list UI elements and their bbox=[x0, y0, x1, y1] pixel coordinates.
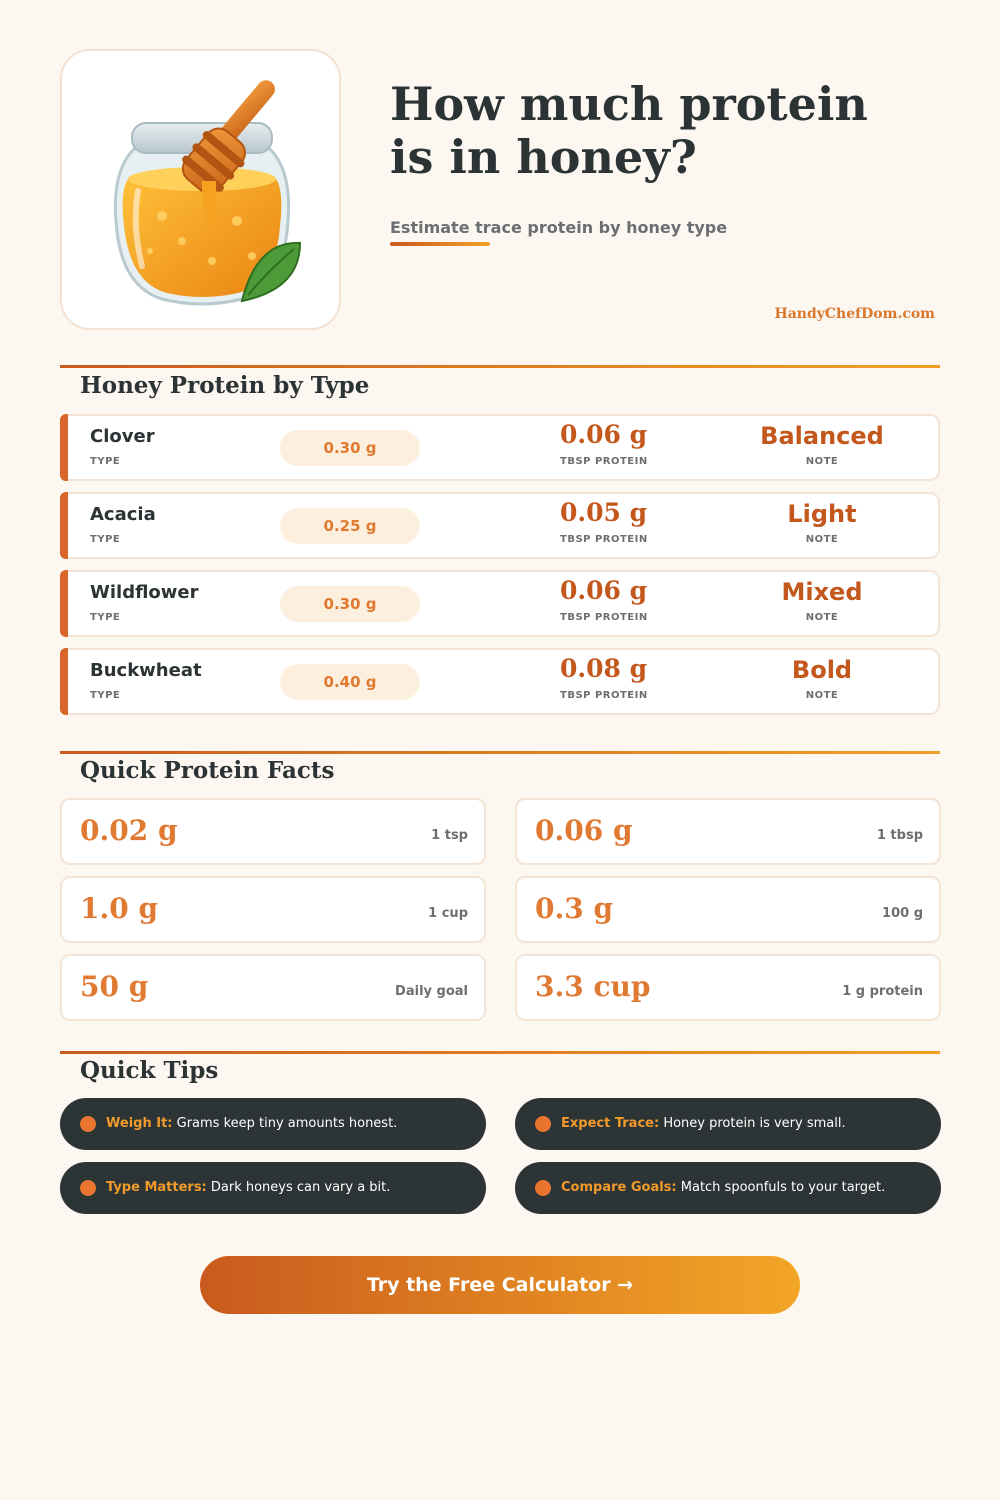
tip-body: Dark honeys can vary a bit. bbox=[206, 1180, 391, 1195]
tbsp-protein-label: TBSP PROTEIN bbox=[560, 690, 648, 701]
tip-text bbox=[106, 1180, 390, 1195]
section-divider bbox=[60, 1051, 940, 1054]
subtitle-underline bbox=[390, 242, 490, 246]
tbsp-protein-value: 0.05 g bbox=[560, 498, 648, 527]
tip-pill bbox=[60, 1162, 486, 1214]
type-name: Acacia bbox=[90, 504, 156, 525]
page-title bbox=[390, 78, 950, 184]
per-100g-pill: 0.25 g bbox=[280, 508, 420, 544]
fact-value: 0.02 g bbox=[80, 814, 178, 847]
note-label: NOTE bbox=[805, 534, 839, 545]
type-label: TYPE bbox=[90, 534, 121, 545]
tip-key: Type Matters: bbox=[106, 1180, 207, 1195]
tip-pill bbox=[515, 1098, 941, 1150]
type-label: TYPE bbox=[90, 690, 121, 701]
tip-pill bbox=[60, 1098, 486, 1150]
honey-illustration-card bbox=[60, 49, 341, 330]
section-divider bbox=[60, 365, 940, 368]
row-accent bbox=[60, 648, 68, 715]
type-name: Clover bbox=[90, 426, 155, 447]
fact-value: 50 g bbox=[80, 970, 149, 1003]
fact-label: 1 g protein bbox=[842, 984, 923, 999]
try-calculator-button[interactable]: Try the Free Calculator → bbox=[200, 1256, 800, 1314]
tbsp-protein-label: TBSP PROTEIN bbox=[560, 612, 648, 623]
section-divider bbox=[60, 751, 940, 754]
bullet-dot-icon bbox=[535, 1116, 551, 1132]
honey-jar-with-dipper-icon bbox=[62, 51, 343, 332]
fact-card bbox=[515, 798, 941, 865]
tbsp-protein-value: 0.08 g bbox=[560, 654, 648, 683]
tbsp-protein-label: TBSP PROTEIN bbox=[560, 456, 648, 467]
fact-label: 1 tbsp bbox=[876, 828, 923, 843]
tip-body: Grams keep tiny amounts honest. bbox=[172, 1116, 398, 1131]
type-row-acacia bbox=[60, 492, 940, 559]
fact-card bbox=[60, 954, 486, 1021]
tip-text bbox=[561, 1116, 846, 1131]
fact-value: 0.3 g bbox=[535, 892, 614, 925]
tip-text bbox=[561, 1180, 885, 1195]
title-line-1: How much protein bbox=[390, 77, 868, 131]
fact-card bbox=[515, 876, 941, 943]
tip-text bbox=[106, 1116, 397, 1131]
type-row-wildflower bbox=[60, 570, 940, 637]
note-value: Mixed bbox=[781, 578, 863, 606]
fact-label: 100 g bbox=[882, 906, 923, 921]
per-100g-pill: 0.30 g bbox=[280, 430, 420, 466]
note-value: Bold bbox=[791, 656, 853, 684]
fact-card bbox=[60, 876, 486, 943]
fact-card bbox=[60, 798, 486, 865]
note-value: Light bbox=[787, 500, 857, 528]
tip-key: Expect Trace: bbox=[561, 1116, 660, 1131]
tip-pill bbox=[515, 1162, 941, 1214]
type-row-buckwheat bbox=[60, 648, 940, 715]
bullet-dot-icon bbox=[535, 1180, 551, 1196]
bullet-dot-icon bbox=[80, 1116, 96, 1132]
row-accent bbox=[60, 570, 68, 637]
tips-section-title: Quick Tips bbox=[80, 1057, 219, 1084]
row-accent bbox=[60, 492, 68, 559]
type-label: TYPE bbox=[90, 456, 121, 467]
fact-card bbox=[515, 954, 941, 1021]
row-accent bbox=[60, 414, 68, 481]
note-label: NOTE bbox=[805, 612, 839, 623]
tip-key: Compare Goals: bbox=[561, 1180, 677, 1195]
tbsp-protein-value: 0.06 g bbox=[560, 420, 648, 449]
note-label: NOTE bbox=[805, 690, 839, 701]
tip-key: Weigh It: bbox=[106, 1116, 173, 1131]
page-subtitle: Estimate trace protein by honey type bbox=[390, 218, 728, 237]
note-value: Balanced bbox=[760, 422, 884, 450]
facts-section-title: Quick Protein Facts bbox=[80, 757, 335, 784]
type-label: TYPE bbox=[90, 612, 121, 623]
type-name: Wildflower bbox=[90, 582, 199, 603]
fact-label: 1 cup bbox=[428, 906, 468, 921]
per-100g-pill: 0.40 g bbox=[280, 664, 420, 700]
tbsp-protein-value: 0.06 g bbox=[560, 576, 648, 605]
tip-body: Match spoonfuls to your target. bbox=[676, 1180, 886, 1195]
type-row-clover bbox=[60, 414, 940, 481]
types-section-title: Honey Protein by Type bbox=[80, 372, 370, 399]
tbsp-protein-label: TBSP PROTEIN bbox=[560, 534, 648, 545]
note-label: NOTE bbox=[805, 456, 839, 467]
per-100g-pill: 0.30 g bbox=[280, 586, 420, 622]
fact-label: Daily goal bbox=[395, 984, 468, 999]
fact-value: 1.0 g bbox=[80, 892, 159, 925]
type-name: Buckwheat bbox=[90, 660, 202, 681]
fact-value: 3.3 cup bbox=[535, 970, 651, 1003]
tip-body: Honey protein is very small. bbox=[659, 1116, 846, 1131]
fact-label: 1 tsp bbox=[431, 828, 468, 843]
title-line-2: is in honey? bbox=[390, 130, 697, 184]
fact-value: 0.06 g bbox=[535, 814, 633, 847]
site-name: HandyChefDom.com bbox=[774, 306, 935, 322]
bullet-dot-icon bbox=[80, 1180, 96, 1196]
